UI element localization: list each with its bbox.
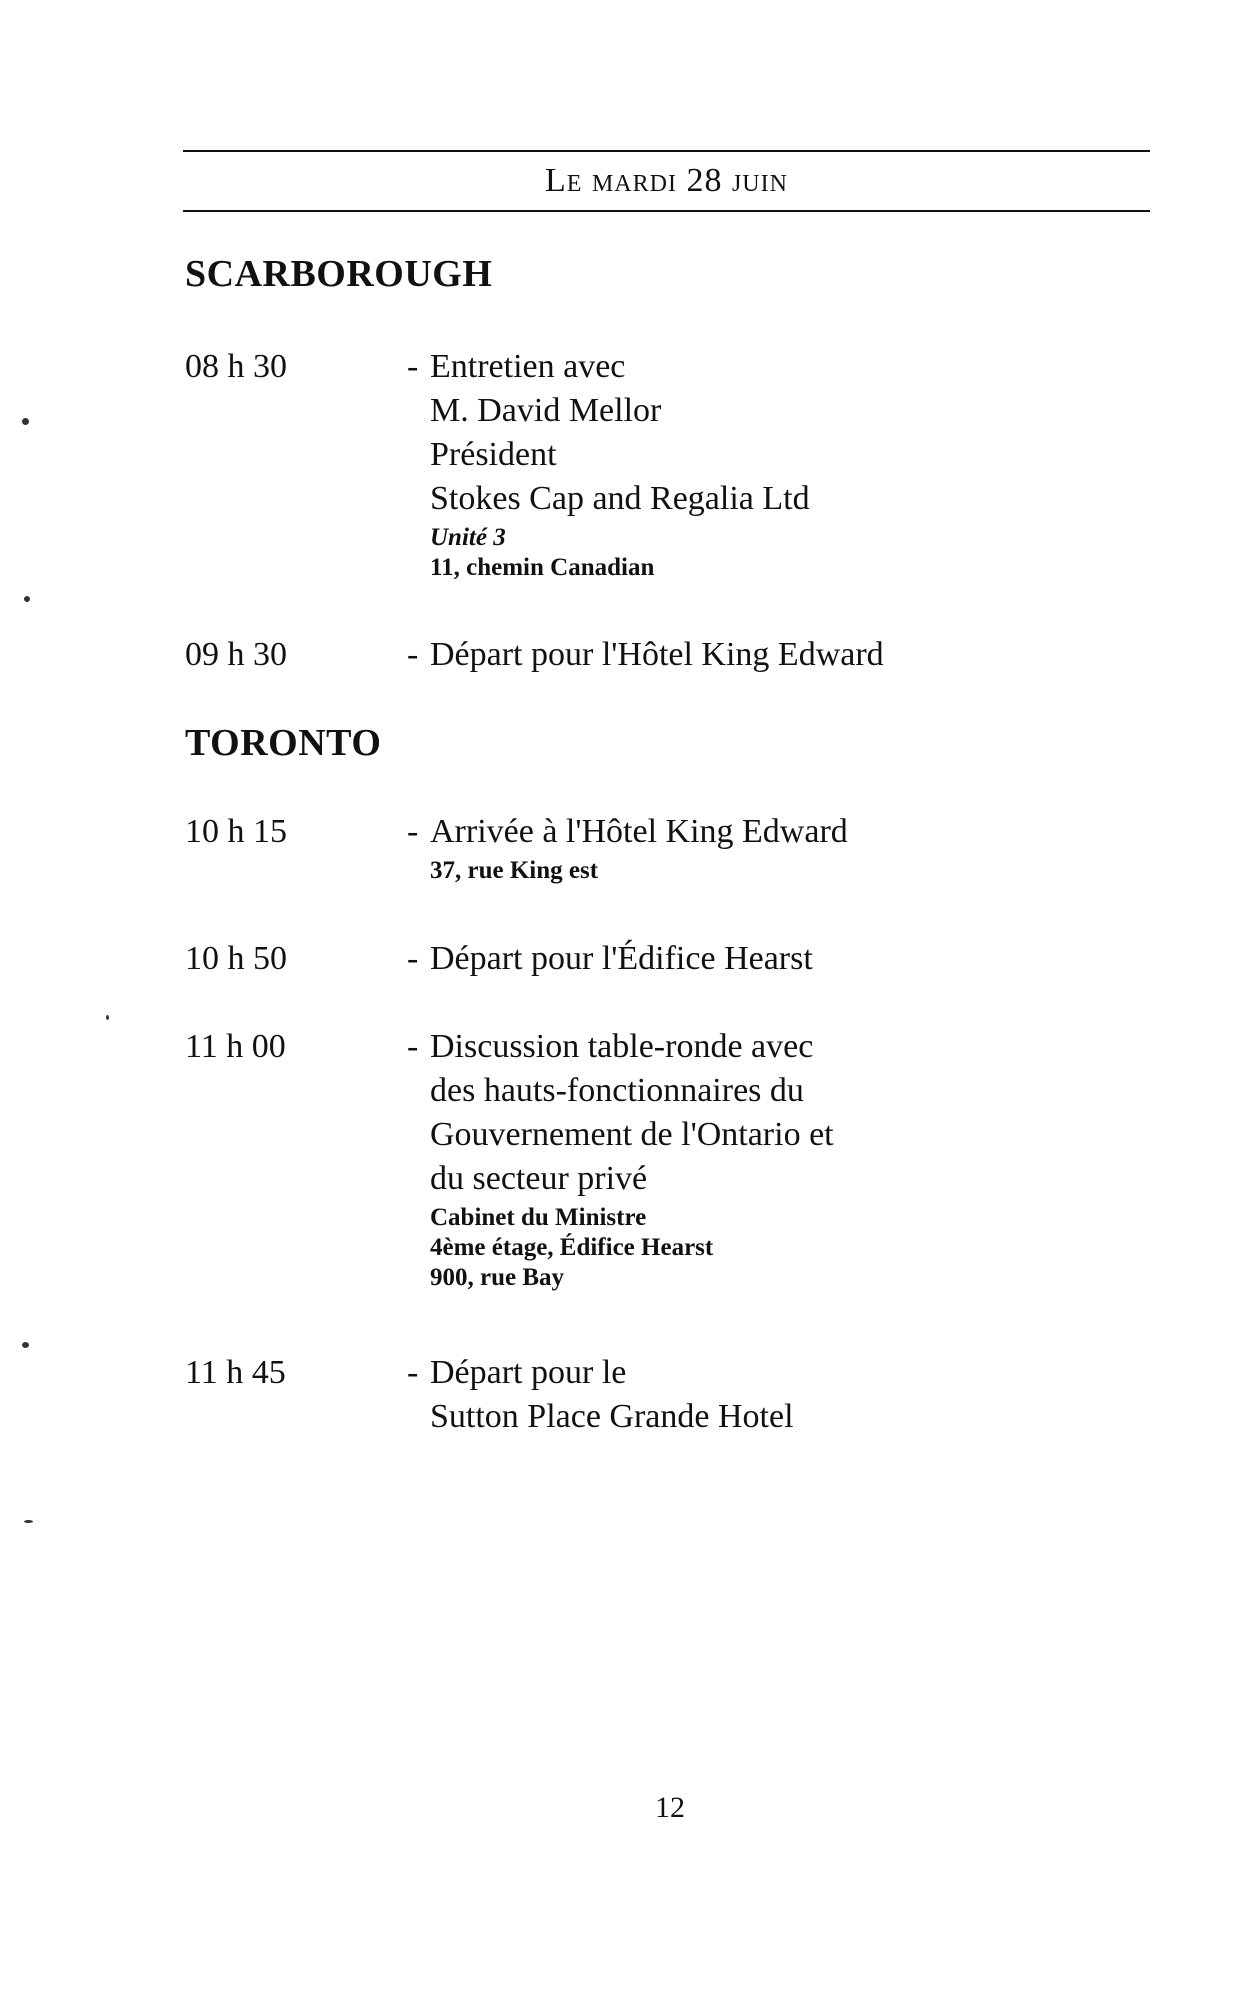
entry-time: 10 h 50 bbox=[185, 940, 287, 977]
entry-address-line: Unité 3 bbox=[430, 524, 506, 551]
entry-body bbox=[430, 633, 1130, 677]
entry-line: des hauts-fonctionnaires du bbox=[430, 1072, 804, 1109]
entry-dash: - bbox=[407, 348, 419, 385]
entry-dash: - bbox=[407, 1028, 419, 1065]
entry-dash: - bbox=[407, 813, 419, 850]
entry-body bbox=[430, 810, 1130, 886]
page-header: Le mardi 28 juin bbox=[545, 162, 788, 199]
entry-body bbox=[430, 345, 1130, 583]
entry-time: 11 h 00 bbox=[185, 1028, 286, 1065]
entry-body bbox=[430, 1025, 1130, 1293]
entry-address-line: 11, chemin Canadian bbox=[430, 554, 655, 581]
entry-line: Départ pour l'Édifice Hearst bbox=[430, 940, 813, 977]
page-number: 12 bbox=[655, 1791, 685, 1824]
entry-address-line: 37, rue King est bbox=[430, 857, 599, 884]
entry-address-line: 900, rue Bay bbox=[430, 1264, 565, 1291]
entry-time: 10 h 15 bbox=[185, 813, 287, 850]
entry-body bbox=[430, 937, 1130, 981]
entry-line: Entretien avec bbox=[430, 348, 626, 385]
entry-line: Discussion table-ronde avec bbox=[430, 1028, 814, 1065]
entry-line: Gouvernement de l'Ontario et bbox=[430, 1116, 834, 1153]
section-title-scarborough: SCARBOROUGH bbox=[185, 253, 493, 295]
header-rule-top bbox=[183, 150, 1150, 152]
entry-dash: - bbox=[407, 940, 419, 977]
entry-time: 09 h 30 bbox=[185, 636, 287, 673]
entry-address-line: 4ème étage, Édifice Hearst bbox=[430, 1234, 714, 1261]
entry-line: Sutton Place Grande Hotel bbox=[430, 1398, 794, 1435]
entry-time: 08 h 30 bbox=[185, 348, 287, 385]
entry-line: du secteur privé bbox=[430, 1160, 648, 1197]
entry-line: Stokes Cap and Regalia Ltd bbox=[430, 480, 810, 517]
entry-time: 11 h 45 bbox=[185, 1354, 286, 1391]
entry-dash: - bbox=[407, 636, 419, 673]
entry-dash: - bbox=[407, 1354, 419, 1391]
entry-line: Départ pour le bbox=[430, 1354, 627, 1391]
entry-body bbox=[430, 1351, 1130, 1439]
entry-line: Président bbox=[430, 436, 557, 473]
section-title-toronto: TORONTO bbox=[185, 722, 382, 764]
entry-line: Arrivée à l'Hôtel King Edward bbox=[430, 813, 848, 850]
header-rule-bottom bbox=[183, 210, 1150, 212]
entry-line: M. David Mellor bbox=[430, 392, 662, 429]
entry-address-line: Cabinet du Ministre bbox=[430, 1204, 647, 1231]
entry-line: Départ pour l'Hôtel King Edward bbox=[430, 636, 884, 673]
